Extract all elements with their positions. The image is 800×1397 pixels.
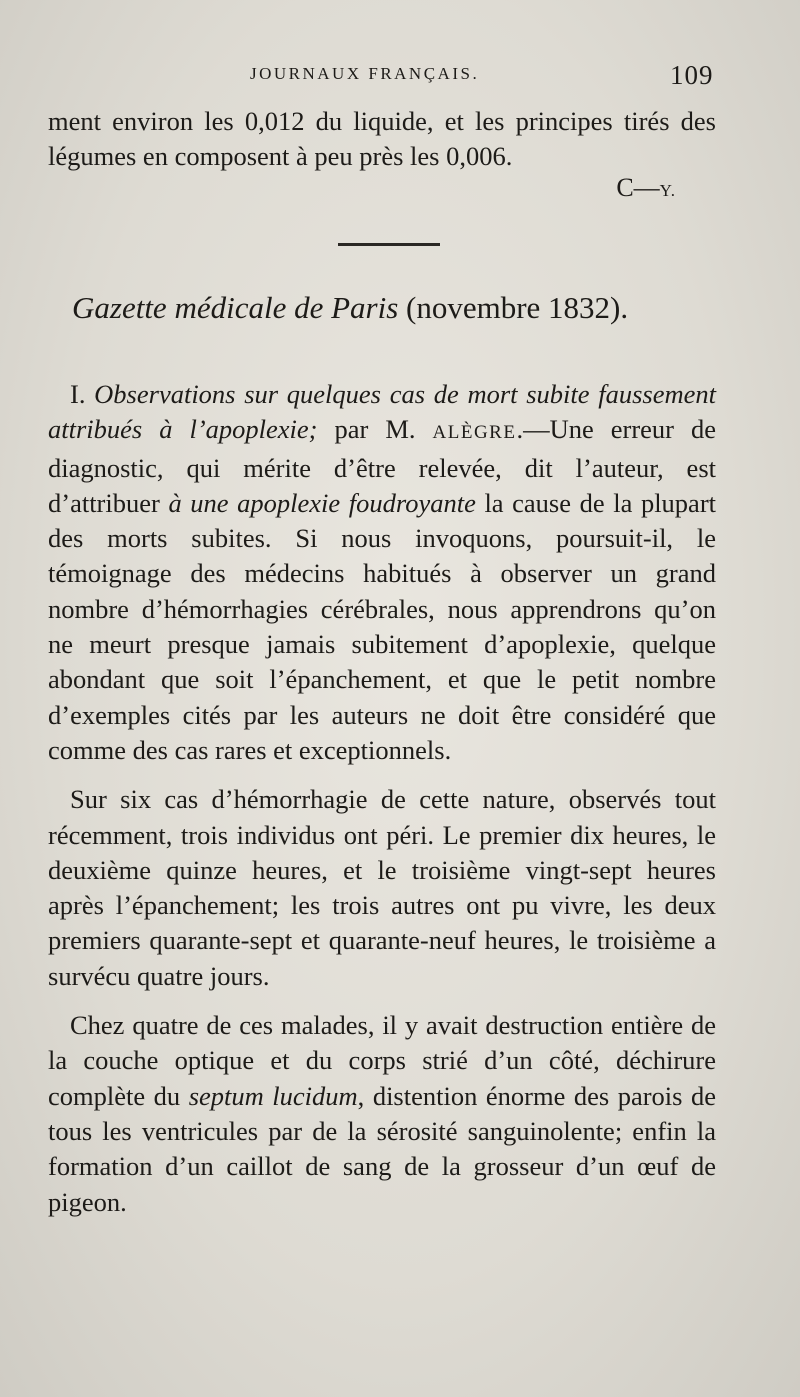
section-divider [338, 243, 440, 246]
page-number: 109 [670, 60, 714, 90]
article-paragraph-2: Sur six cas d’hémorrhagie de cette nature, observés tout récemment, trois individus ont péri. Le premier dix heures, le deuxième quinze heures, et le troisième vingt-sept heures après l’épanchement; les trois autres ont pu vivre, les deux premiers quarante-sept et quarante-neuf heures, le troisième a survécu quatre jours. [48, 784, 716, 991]
signature [480, 173, 676, 203]
article-paragraph-3 [48, 1008, 716, 1220]
signature-end: Y. [659, 181, 676, 200]
signature-initial: C [616, 173, 634, 202]
paragraph-1-text-a: —Une erreur de diagnostic, qui mérite d’être relevée, dit l’auteur, est d’attribuer [48, 414, 716, 518]
running-head [0, 60, 800, 90]
article-author: ALÈGRE [432, 422, 517, 444]
signature-dash: — [633, 173, 660, 202]
section-heading [72, 290, 732, 326]
article-number: I. [70, 379, 86, 409]
journal-title: Gazette médicale de Paris [72, 290, 399, 325]
paragraph-3-text-b: , distention énorme des parois de tous les ventricules par de la sérosité sanguinolente; enfin la formation d’un caillot de sang de la grosseur d’un œuf de pigeon. [48, 1080, 717, 1217]
article-author-end: . [516, 414, 524, 445]
article [48, 377, 716, 1220]
paragraph-1-text-b: la cause de la plupart des morts subites. Si nous invoquons, poursuit-il, le témoignage des médecins habitués à observer un grand nombre d’hémorrhagies cérébrales, nous apprendrons qu’on ne meurt presque jamais subitement d’apoplexie, quelque abondant que soit l’épanchement, et que le petit nombre d’exemples cités par les auteurs ne doit être considéré que comme des cas rares et exceptionnels. [48, 487, 717, 765]
journal-date: (novembre 1832). [406, 290, 629, 325]
paragraph-3-italic: septum lucidum [188, 1080, 358, 1111]
paragraph-3-text-a: Chez quatre de ces malades, il y avait destruction entière de la couche optique et du corps strié d’un côté, déchirure complète du [48, 1010, 716, 1111]
article-title: Observations sur quelques cas de mort subite faussement attribués à l’apoplexie; [48, 379, 716, 445]
intro-paragraph: ment environ les 0,012 du liquide, et les principes tirés des légumes en composent à peu près les 0,006. [48, 106, 716, 172]
article-paragraph-1 [48, 377, 716, 768]
article-by: par M. [317, 414, 433, 445]
running-title: JOURNAUX FRANÇAIS. [250, 64, 480, 83]
paragraph-1-italic: à une apoplexie foudroyante [168, 487, 476, 518]
